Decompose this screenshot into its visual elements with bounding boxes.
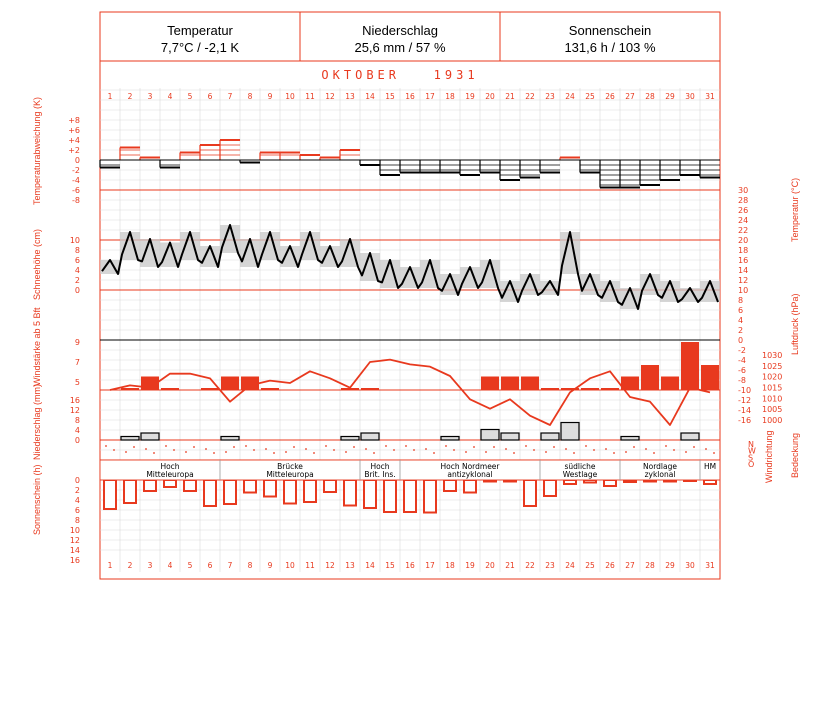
- day-label-bottom: 23: [545, 561, 555, 570]
- tick-pressure: 1030: [762, 351, 783, 360]
- day-label-top: 15: [385, 92, 395, 101]
- day-label-top: 11: [305, 92, 315, 101]
- wind-dir-dot: [425, 448, 427, 450]
- cloud-dot: [473, 446, 475, 448]
- cloud-dot: [173, 449, 175, 451]
- day-label-bottom: 18: [445, 561, 455, 570]
- tick-temp: 30: [738, 186, 749, 195]
- day-label-bottom: 28: [645, 561, 655, 570]
- sunshine-bar: [124, 480, 136, 503]
- day-label-bottom: 5: [187, 561, 193, 570]
- tick-snow: 4: [74, 266, 80, 275]
- precip-bar: [561, 423, 579, 441]
- wind-bar: [641, 365, 659, 390]
- wind-bar: [701, 365, 719, 390]
- wind-bar: [541, 388, 559, 390]
- day-label-top: 26: [605, 92, 615, 101]
- tick-precip: 16: [69, 396, 80, 405]
- header-temp-title: Temperatur: [167, 23, 233, 38]
- day-label-top: 28: [645, 92, 655, 101]
- cloud-dot: [593, 449, 595, 451]
- precip-bar: [221, 437, 239, 441]
- sunshine-bar: [524, 480, 536, 506]
- day-label-top: 7: [227, 92, 233, 101]
- tick-pressure: 1000: [762, 416, 783, 425]
- day-label-top: 25: [585, 92, 595, 101]
- tick-wind-dir: O: [748, 460, 755, 469]
- tick-pressure: 1005: [762, 405, 783, 415]
- day-label-top: 9: [267, 92, 273, 101]
- day-label-bottom: 6: [207, 561, 213, 570]
- day-label-top: 13: [345, 92, 355, 101]
- tick-wind: 5: [74, 378, 80, 387]
- axis-label-cloud: Bedeckung: [790, 432, 800, 478]
- cloud-dot: [533, 449, 535, 451]
- cloud-dot: [233, 446, 235, 448]
- day-label-bottom: 30: [685, 561, 695, 570]
- wind-dir-dot: [565, 448, 567, 450]
- sunshine-bar: [104, 480, 116, 509]
- axis-label-pressure: Luftdruck (hPa): [790, 293, 800, 355]
- day-label-top: 23: [545, 92, 555, 101]
- tick-wind-dir: S: [748, 453, 754, 463]
- precip-bar: [681, 433, 699, 440]
- tick-temp: 14: [738, 266, 749, 275]
- wind-dir-dot: [345, 451, 347, 453]
- day-label-top: 3: [147, 92, 153, 101]
- wind-bar: [681, 342, 699, 390]
- wind-bar: [481, 377, 499, 391]
- tick-temp: 2: [738, 326, 744, 335]
- month-title: OKTOBER 1931: [321, 68, 479, 82]
- tick-sun: 2: [74, 486, 80, 495]
- tick-wind-dir: W: [748, 446, 756, 456]
- wind-dir-dot: [605, 448, 607, 450]
- cloud-dot: [493, 446, 495, 448]
- sunshine-bar: [264, 480, 276, 497]
- tick-sun: 0: [74, 476, 80, 485]
- wind-bar: [261, 388, 279, 390]
- wind-dir-dot: [305, 448, 307, 450]
- day-label-bottom: 17: [425, 561, 435, 570]
- day-label-top: 10: [285, 92, 295, 101]
- wind-dir-dot: [505, 448, 507, 450]
- sunshine-bar: [364, 480, 376, 508]
- cloud-dot: [513, 452, 515, 454]
- weather-type-line2: Mitteleuropa: [266, 470, 314, 479]
- tick-temp: 12: [738, 276, 749, 285]
- cloud-dot: [613, 452, 615, 454]
- day-label-top: 29: [665, 92, 675, 101]
- weather-type-row: [100, 460, 720, 480]
- day-label-bottom: 29: [665, 561, 675, 570]
- wind-dir-dot: [625, 451, 627, 453]
- wind-bar: [241, 377, 259, 391]
- wind-dir-dot: [185, 451, 187, 453]
- day-label-bottom: 24: [565, 561, 575, 570]
- precip-bar: [501, 433, 519, 440]
- axis-label-sun: Sonnenschein (h): [32, 464, 42, 535]
- tick-snow: 6: [74, 256, 80, 265]
- cloud-dot: [673, 449, 675, 451]
- wind-bar: [221, 377, 239, 391]
- wind-bar: [341, 388, 359, 390]
- precip-bar: [481, 430, 499, 441]
- tick-pressure: 1010: [762, 394, 783, 404]
- sunshine-bar: [404, 480, 416, 512]
- sunshine-bar: [564, 480, 576, 484]
- weather-type-line2: zyklonal: [644, 470, 676, 479]
- wind-bar: [201, 388, 219, 390]
- cloud-dot: [213, 452, 215, 454]
- cloud-dot: [293, 446, 295, 448]
- weather-type-line2: Westlage: [562, 470, 598, 479]
- day-label-bottom: 21: [505, 561, 515, 570]
- wind-dir-dot: [545, 451, 547, 453]
- day-label-bottom: 8: [247, 561, 253, 570]
- day-label-bottom: 13: [345, 561, 355, 570]
- cloud-dot: [453, 449, 455, 451]
- tick-snow: 0: [74, 286, 80, 295]
- day-label-bottom: 22: [525, 561, 535, 570]
- day-label-bottom: 2: [127, 561, 133, 570]
- sunshine-bar: [224, 480, 236, 504]
- header-precip-value: 25,6 mm / 57 %: [354, 40, 446, 55]
- tick-temp: 10: [738, 286, 749, 295]
- tick-wind: 9: [74, 338, 80, 347]
- axis-label-temp-dev: Temperaturabweichung (K): [32, 96, 42, 205]
- wind-dir-dot: [685, 451, 687, 453]
- sunshine-bar: [244, 480, 256, 493]
- wind-bar: [161, 388, 179, 390]
- sunshine-bar: [444, 480, 456, 491]
- weather-type-line1: Hoch: [370, 462, 390, 471]
- day-label-top: 21: [505, 92, 515, 101]
- cloud-dot: [573, 452, 575, 454]
- sunshine-bar: [384, 480, 396, 512]
- tick-temp: 18: [738, 246, 749, 255]
- cloud-dot: [153, 452, 155, 454]
- precip-bar: [121, 437, 139, 441]
- tick-temp-dev: -2: [72, 166, 80, 175]
- cloud-dot: [433, 452, 435, 454]
- axis-label-precip: Niederschlag (mm): [32, 383, 42, 460]
- wind-bar: [521, 377, 539, 391]
- sunshine-bar: [184, 480, 196, 491]
- tick-sun: 14: [69, 546, 80, 555]
- wind-bar: [581, 388, 599, 390]
- tick-precip: 4: [74, 426, 80, 435]
- axis-label-snow: Schneehöhe (cm): [32, 228, 42, 300]
- cloud-dot: [633, 446, 635, 448]
- day-label-bottom: 20: [485, 561, 495, 570]
- tick-temp: -12: [738, 396, 752, 405]
- cloud-dot: [313, 452, 315, 454]
- wind-dir-dot: [125, 451, 127, 453]
- weather-type-line2: Mitteleuropa: [146, 470, 194, 479]
- cloud-dot: [393, 449, 395, 451]
- tick-temp: -4: [738, 356, 746, 365]
- day-label-bottom: 9: [267, 561, 273, 570]
- tick-snow: 8: [74, 246, 80, 255]
- tick-sun: 10: [69, 526, 80, 535]
- sunshine-bar: [144, 480, 156, 491]
- cloud-dot: [653, 452, 655, 454]
- wind-dir-dot: [145, 448, 147, 450]
- sunshine-bar: [304, 480, 316, 502]
- day-label-bottom: 14: [365, 561, 375, 570]
- header-temp-value: 7,7°C / -2,1 K: [160, 40, 240, 55]
- tick-sun: 6: [74, 506, 80, 515]
- tick-temp: 26: [738, 206, 749, 215]
- sunshine-bar: [344, 480, 356, 506]
- tick-temp: 4: [738, 316, 744, 325]
- tick-temp-dev: +4: [68, 136, 80, 145]
- precip-bar: [361, 433, 379, 440]
- wind-bar: [121, 388, 139, 390]
- wind-dir-dot: [405, 445, 407, 447]
- cloud-dot: [713, 452, 715, 454]
- day-label-top: 31: [705, 92, 715, 101]
- wind-bar: [501, 377, 519, 391]
- tick-sun: 4: [74, 496, 80, 505]
- precip-bar: [341, 437, 359, 441]
- wind-dir-dot: [225, 451, 227, 453]
- cloud-dot: [693, 446, 695, 448]
- tick-precip: 0: [74, 436, 80, 445]
- day-label-bottom: 7: [227, 561, 233, 570]
- tick-temp-dev: -8: [72, 196, 80, 205]
- day-label-top: 16: [405, 92, 415, 101]
- sunshine-bar: [164, 480, 176, 487]
- day-label-top: 12: [325, 92, 335, 101]
- tick-pressure: 1020: [762, 372, 783, 382]
- header-precip-title: Niederschlag: [362, 23, 438, 38]
- precip-bar: [541, 433, 559, 440]
- tick-temp: -10: [738, 386, 752, 395]
- weather-type-line1: Hoch: [160, 462, 180, 471]
- tick-temp-dev: -4: [72, 176, 80, 185]
- tick-temp: 6: [738, 306, 744, 315]
- day-label-top: 6: [207, 92, 213, 101]
- precip-bar: [621, 437, 639, 441]
- cloud-dot: [253, 449, 255, 451]
- day-label-top: 14: [365, 92, 375, 101]
- day-label-top: 17: [425, 92, 435, 101]
- tick-wind-dir: N: [748, 440, 754, 449]
- tick-precip: 8: [74, 416, 80, 425]
- day-label-top: 20: [485, 92, 495, 101]
- day-label-bottom: 15: [385, 561, 395, 570]
- tick-temp: 8: [738, 296, 744, 305]
- weather-type-line2: Brit. Ins.: [364, 470, 396, 479]
- sunshine-bar: [204, 480, 216, 506]
- weather-type-line1: HM: [703, 462, 717, 471]
- wind-bar: [361, 388, 379, 390]
- chart-marks: [100, 140, 720, 513]
- cloud-dot: [193, 446, 195, 448]
- weather-type-line1: südliche: [564, 462, 596, 471]
- day-label-bottom: 3: [147, 561, 153, 570]
- tick-temp-dev: 0: [74, 156, 80, 165]
- day-label-top: 27: [625, 92, 635, 101]
- wind-dir-dot: [165, 445, 167, 447]
- day-label-top: 24: [565, 92, 575, 101]
- wind-dir-dot: [105, 445, 107, 447]
- cloud-dot: [333, 449, 335, 451]
- precip-bar: [141, 433, 159, 440]
- sunshine-bar: [284, 480, 296, 504]
- tick-temp: 22: [738, 226, 749, 235]
- wind-dir-dot: [325, 445, 327, 447]
- tick-pressure: 1025: [762, 361, 783, 371]
- day-label-top: 5: [187, 92, 193, 101]
- tick-temp: -2: [738, 346, 746, 355]
- precip-bar: [441, 437, 459, 441]
- day-label-bottom: 4: [167, 561, 173, 570]
- tick-temp: 24: [738, 216, 749, 225]
- tick-sun: 16: [69, 556, 80, 565]
- day-label-top: 18: [445, 92, 455, 101]
- day-labels-top: [108, 92, 715, 101]
- wind-dir-dot: [245, 445, 247, 447]
- cloud-dot: [353, 446, 355, 448]
- cloud-dot: [413, 449, 415, 451]
- wind-bar: [621, 377, 639, 391]
- day-label-top: 2: [127, 92, 133, 101]
- axis-label-wind: Windstärke ab 5 Bft: [32, 307, 42, 386]
- day-label-bottom: 19: [465, 561, 475, 570]
- cloud-dot: [273, 452, 275, 454]
- tick-pressure: 1015: [762, 383, 783, 393]
- tick-temp: -8: [738, 376, 746, 385]
- day-label-top: 19: [465, 92, 475, 101]
- wind-bar: [661, 377, 679, 391]
- wind-dir-dot: [265, 448, 267, 450]
- tick-wind: 7: [74, 358, 80, 367]
- wind-dir-dot: [705, 448, 707, 450]
- wind-dir-dot: [525, 445, 527, 447]
- day-label-bottom: 16: [405, 561, 415, 570]
- wind-dir-dot: [205, 448, 207, 450]
- tick-sun: 8: [74, 516, 80, 525]
- day-label-bottom: 25: [585, 561, 595, 570]
- day-label-bottom: 26: [605, 561, 615, 570]
- wind-dir-dot: [365, 448, 367, 450]
- tick-temp: 16: [738, 256, 749, 265]
- wind-dir-dot: [445, 445, 447, 447]
- wind-dir-dot: [465, 451, 467, 453]
- wind-bar: [601, 388, 619, 390]
- sunshine-bar: [464, 480, 476, 493]
- weather-type-line1: Brücke: [277, 462, 303, 471]
- header-sun-title: Sonnenschein: [568, 23, 652, 38]
- day-label-bottom: 27: [625, 561, 635, 570]
- tick-temp-dev: +2: [68, 146, 80, 155]
- cloud-dot: [553, 446, 555, 448]
- sunshine-bar: [324, 480, 336, 492]
- wind-bar: [141, 377, 159, 391]
- tick-temp: 0: [738, 336, 744, 345]
- cloud-dot: [373, 452, 375, 454]
- weather-type-line1: Hoch Nordmeer: [440, 462, 500, 471]
- tick-snow: 10: [69, 236, 80, 245]
- axis-label-temp: Temperatur (°C): [790, 177, 800, 242]
- sunshine-bar: [424, 480, 436, 513]
- wind-dir-dot: [385, 445, 387, 447]
- sunshine-bar: [544, 480, 556, 496]
- axis-label-wind-dir: Windrichtung: [764, 430, 774, 483]
- tick-temp: -14: [738, 406, 752, 415]
- wind-dir-dot: [485, 451, 487, 453]
- wind-dir-dot: [665, 445, 667, 447]
- header-sun-value: 131,6 h / 103 %: [564, 40, 656, 55]
- wind-bar: [561, 388, 579, 390]
- cloud-dot: [113, 449, 115, 451]
- day-label-top: 1: [107, 92, 113, 101]
- day-label-bottom: 10: [285, 561, 295, 570]
- tick-temp: -16: [738, 416, 752, 425]
- tick-snow: 2: [74, 276, 80, 285]
- tick-temp-dev: -6: [72, 186, 80, 195]
- tick-temp-dev: +8: [68, 116, 80, 125]
- cloud-dot: [133, 446, 135, 448]
- wind-dir-dot: [585, 445, 587, 447]
- day-label-bottom: 12: [325, 561, 335, 570]
- weather-type-line1: Nordlage: [643, 462, 677, 471]
- day-labels-bottom: [108, 561, 715, 570]
- tick-temp-dev: +6: [68, 126, 80, 135]
- sunshine-bar: [604, 480, 616, 486]
- sunshine-bar: [704, 480, 716, 484]
- day-label-top: 8: [247, 92, 253, 101]
- tick-temp: -6: [738, 366, 746, 375]
- wind-dir-dot: [645, 448, 647, 450]
- tick-temp: 28: [738, 196, 749, 205]
- day-label-bottom: 11: [305, 561, 315, 570]
- tick-temp: 20: [738, 236, 749, 245]
- day-label-bottom: 1: [107, 561, 113, 570]
- day-label-top: 22: [525, 92, 535, 101]
- day-label-top: 4: [167, 92, 173, 101]
- weather-type-line2: antizyklonal: [447, 470, 493, 479]
- day-label-bottom: 31: [705, 561, 715, 570]
- wind-dir-dot: [285, 451, 287, 453]
- tick-sun: 12: [69, 536, 80, 545]
- tick-precip: 12: [69, 406, 80, 415]
- day-label-top: 30: [685, 92, 695, 101]
